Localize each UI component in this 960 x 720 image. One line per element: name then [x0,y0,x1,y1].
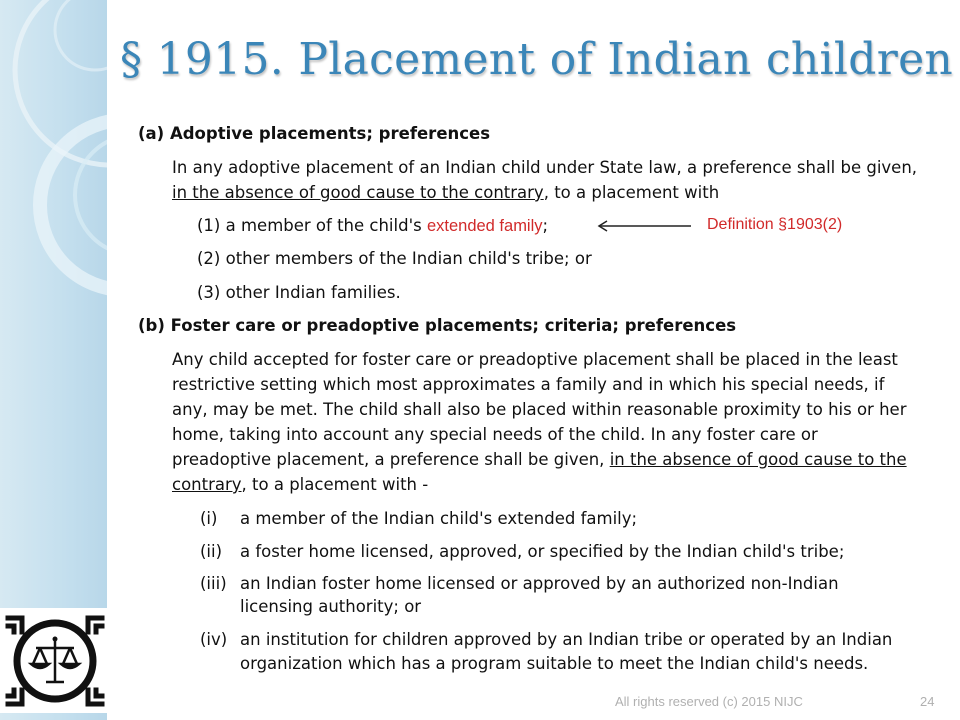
item-i-text: a member of the Indian child's extended family; [240,509,638,528]
section-a-intro-line1: In any adoptive placement of an Indian child under State law, a preference shall be given, [172,158,918,177]
item1-suffix: ; [542,216,549,235]
page-title: § 1915. Placement of Indian children [120,34,954,85]
section-a-item-2: (2) other members of the Indian child's tribe; or [197,249,592,268]
item-ii-text: a foster home licensed, approved, or specified by the Indian child's tribe; [240,542,845,561]
section-b-heading: (b) Foster care or preadoptive placements; criteria; preferences [138,316,737,335]
copyright-footer: All rights reserved (c) 2015 NIJC [615,694,803,709]
section-b-line-4: home, taking into account any special needs of the child. In any foster care or [172,425,818,444]
nijc-logo-icon [0,608,110,713]
section-a-item-1 [197,213,548,239]
arrow-left-icon [595,216,695,236]
item-ii-number: (ii) [200,542,223,561]
item1-prefix: (1) a member of the child's [197,216,427,235]
contrary-word: contrary [172,475,242,494]
good-cause-phrase-b: in the absence of good cause to the [609,450,907,469]
page-number: 24 [920,694,935,709]
line6-rest: , to a placement with - [241,475,429,494]
section-b-line-2: restrictive setting which most approximates a family and in which his special needs, if [172,375,885,394]
item-iii-number: (iii) [200,574,227,593]
section-b-line-6 [172,472,428,497]
section-b-line-3: any, may be met. The child shall also be placed within reasonable proximity to his or her [172,400,907,419]
item-iv-text-line1: an institution for children approved by an Indian tribe or operated by an Indian [240,630,893,649]
section-a-item-3: (3) other Indian families. [197,283,401,302]
item-iv-number: (iv) [200,630,228,649]
definition-note: Definition §1903(2) [707,216,843,233]
good-cause-phrase: in the absence of good cause to the contrary [172,183,544,202]
extended-family-link[interactable]: extended family [426,217,543,235]
section-a-heading: (a) Adoptive placements; preferences [138,124,491,143]
item-iv-text-line2: organization which has a program suitable to meet the Indian child's needs. [240,654,869,673]
section-b-line-5 [172,447,907,472]
line5-prefix: preadoptive placement, a preference shall be given, [172,450,610,469]
item-iii-text-line1: an Indian foster home licensed or approved by an authorized non-Indian [240,574,839,593]
section-b-line-1: Any child accepted for foster care or preadoptive placement shall be placed in the least [172,350,898,369]
item-i-number: (i) [200,509,218,528]
section-a-intro-line2 [172,180,719,205]
item-iii-text-line2: licensing authority; or [240,597,422,616]
section-a-intro-line2-rest: , to a placement with [543,183,720,202]
